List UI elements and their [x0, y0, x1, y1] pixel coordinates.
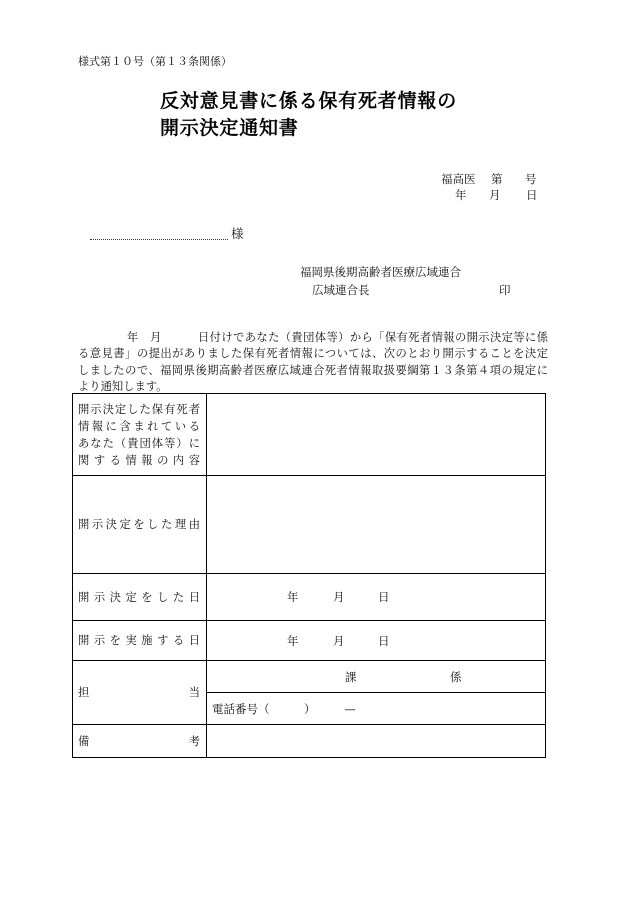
- recipient-name-blank: [90, 229, 228, 240]
- body-date-month: 月: [150, 331, 162, 344]
- reason-value: [207, 476, 545, 573]
- notice-body: [78, 330, 548, 395]
- number-suffix: 号: [525, 172, 537, 186]
- document-title-line2: 開示決定通知書: [160, 117, 299, 139]
- table-row-decision-date: [73, 573, 545, 620]
- decision-date-label-cell: [73, 574, 207, 620]
- decision-date-day: 日: [378, 590, 390, 604]
- reason-label: 開示決定をした理由: [78, 518, 200, 531]
- number-prefix: 第: [491, 172, 503, 186]
- contact-phone-cell: [207, 692, 545, 724]
- decision-date-year: 年: [287, 590, 299, 604]
- table-row-remarks: [73, 724, 545, 757]
- body-line-1: [78, 330, 548, 346]
- table-row-reason: [73, 475, 545, 573]
- implementation-date-label-cell: [73, 621, 207, 660]
- issue-date-month: 月: [489, 188, 501, 202]
- document-title-line1: 反対意見書に係る保有死者情報の: [160, 90, 458, 112]
- table-row-contact: [73, 660, 545, 724]
- info-content-label-line: 開示決定した保有死者: [78, 402, 200, 416]
- contact-section: 課: [345, 669, 357, 684]
- implementation-date-month: 月: [333, 633, 345, 648]
- issuer-organization: 福岡県後期高齢者医療広域連合: [300, 265, 461, 279]
- issuer-seal: 印: [499, 283, 511, 297]
- recipient-honorific: 様: [231, 226, 244, 241]
- contact-label-cell: [73, 661, 207, 724]
- table-row-info-content: [73, 394, 545, 475]
- info-content-label-line: あなた（貴団体等）に: [78, 436, 200, 450]
- remarks-value: [207, 725, 545, 757]
- body-line-3: しましたので、福岡県後期高齢者医療広域連合死者情報取扱要綱第１３条第４項の規定に: [78, 363, 548, 377]
- issue-date-day: 日: [526, 188, 538, 202]
- contact-department: [207, 661, 545, 692]
- form-number: 様式第１０号（第１３条関係）: [78, 55, 232, 68]
- info-content-label-line: 関する情報の内容: [78, 453, 200, 467]
- disclosure-table: [72, 393, 546, 758]
- decision-date-value: [207, 574, 545, 620]
- body-line-2: る意見書」の提出がありました保有死者情報については、次のとおり開示することを決定: [78, 347, 548, 361]
- contact-subsection: 係: [450, 669, 462, 684]
- remarks-label-cell: [73, 725, 207, 757]
- decision-date-label: 開示決定をした日: [78, 590, 200, 604]
- info-content-label-line: 情報に含まれている: [78, 419, 200, 433]
- issuer-code: 福高医: [441, 172, 476, 186]
- implementation-date-value: [207, 621, 545, 660]
- info-content-value: [207, 394, 545, 475]
- decision-date-month: 月: [333, 590, 345, 604]
- info-content-label: [73, 394, 207, 475]
- contact-phone: 電話番号（ ） —: [212, 701, 356, 716]
- implementation-date-day: 日: [378, 633, 390, 648]
- contact-label: 担当: [78, 686, 200, 699]
- body-date-year: 年: [127, 331, 139, 344]
- body-line-4: より通知します。: [78, 379, 168, 393]
- issue-date-year: 年: [455, 188, 467, 202]
- reason-label-cell: [73, 476, 207, 573]
- implementation-date-label: 開示を実施する日: [78, 634, 200, 647]
- implementation-date-year: 年: [287, 633, 299, 648]
- table-row-implementation-date: [73, 620, 545, 660]
- remarks-label: 備考: [78, 734, 200, 748]
- issuer-position: 広域連合長: [312, 283, 370, 297]
- body-line-1-text: 日付けであなた（貴団体等）から「保有死者情報の開示決定等に係: [198, 331, 548, 344]
- contact-value: [207, 661, 545, 724]
